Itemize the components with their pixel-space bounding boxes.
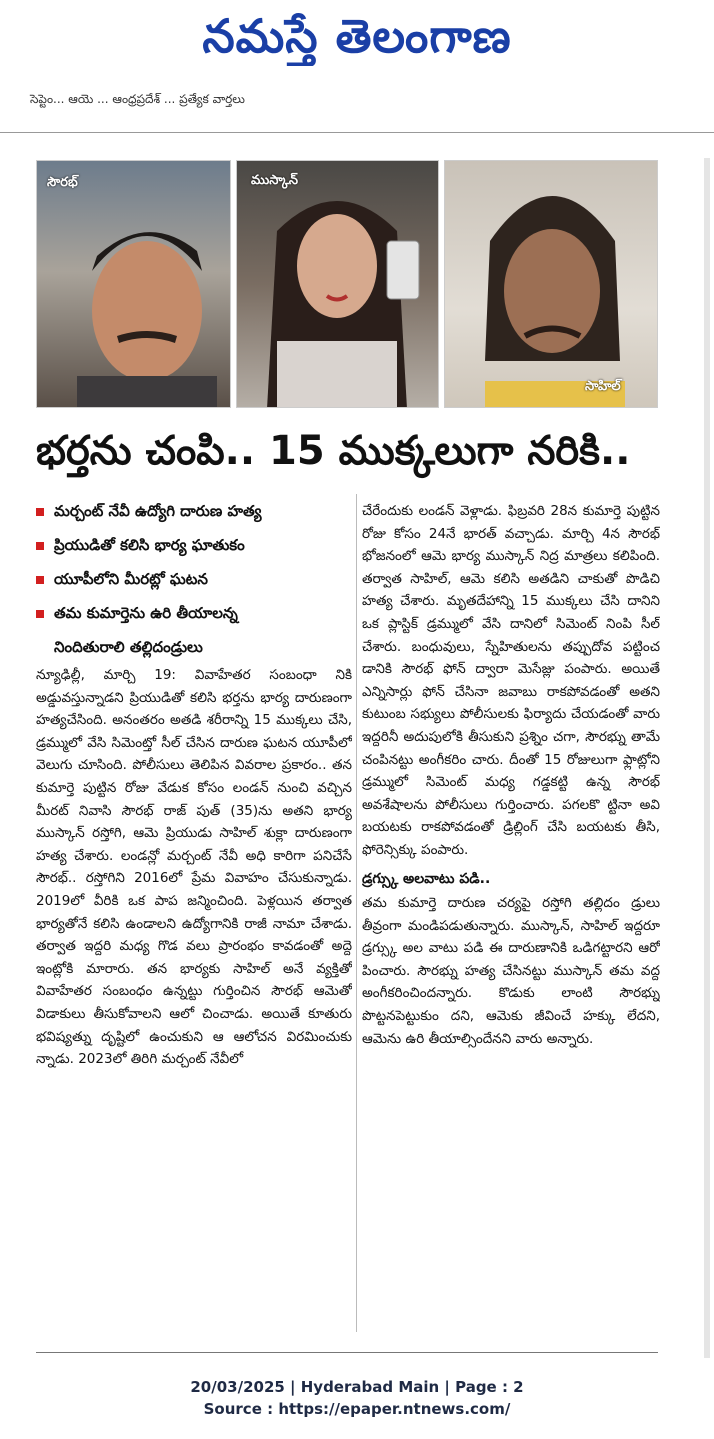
portrait-man-image [37, 161, 231, 408]
bullet-square-icon [36, 576, 44, 584]
photo-muskan [236, 160, 439, 408]
bullet-item: ప్రియుడితో కలిసి భార్య ఘాతుకం [36, 528, 354, 562]
bullet-item: మర్చంట్ నేవీ ఉద్యోగి దారుణ హత్య [36, 494, 354, 528]
photo-label-muskan: ముస్కాన్ [251, 173, 298, 188]
bullet-square-icon [36, 508, 44, 516]
photo-label-saurabh: సౌరభ్ [47, 175, 78, 190]
footer-source-link[interactable]: Source : https://epaper.ntnews.com/ [203, 1400, 511, 1418]
article-body-right-2: తమ కుమార్తె దారుణ చర్యపై రస్తోగి తల్లిదం డ్రులు తీవ్రంగా మండిపడుతున్నారు. ముస్కాన్, సాహిల్ ఇద్దరూ డ్రగ్స్కు అల వాటు పడి ఈ దారుణానికి ఒడిగట్టారని ఆరో పించారు. సౌరభ్ను హత్య చేసినట్టు ముస్కాన్ తమ వద్ద అంగీకరించిందన్నారు. కొడుకు లాంటి సౌరభ్ను పొట్టనపెట్టుకుం దని, ఆమెకు జీవించే హక్కు లేదని, ఆమెను ఉరి తీయాల్సిందేనని వారు అన్నారు. [362, 895, 660, 1047]
article-subhead: డ్రగ్స్కు అలవాటు పడి.. [362, 870, 491, 887]
bullet-item-continuation: నిందితురాలి తల్లిదండ్రులు [54, 638, 203, 656]
page-edge-bar [704, 158, 710, 1358]
article-body-right: చేరేందుకు లండన్ వెళ్లాడు. ఫిబ్రవరి 28న కుమార్తె పుట్టిన రోజు కోసం 24నే భారత్ వచ్చాడు. మార్చి 4న సౌరభ్ భోజనంలో ఆమె భార్య ముస్కాన్ నిద్ర మాత్రలు కలిపింది. తర్వాత సాహిల్, ఆమె కలిసి అతడిని చాకుతో పొడిచి హత్య చేశారు. మృతదేహాన్ని 15 ముక్కలు చేసి దానిని ఒక ప్లాస్టిక్ డ్రమ్ములో వేసి దానిలో సిమెంట్ నింపి సీల్ చేశారు. బంధువులు, స్నేహితులను తప్పుదోవ పట్టించ డానికి సౌరభ్ ఫోన్ ద్వారా మెసేజ్లు పంపారు. అయితే ఎన్నిసార్లు ఫోన్ చేసినా జవాబు రాకపోవడంతో అతని కుటుంబ సభ్యులు పోలీసులకు ఫిర్యాదు చేయడంతో వారు ఇద్దరినీ అదుపులోకి తీసుకుని ప్రశ్నిం చగా, సౌరభ్ను తామే చంపినట్టు అంగీకరిం చారు. దీంతో 15 రోజులుగా ఫ్లాట్లోని డ్రమ్ములో సిమెంట్ మధ్య గడ్డకట్టి ఉన్న సౌరభ్ అవశేషాలను పోలీసులు గుర్తించారు. పగలకొ ట్టినా అవి బయటకు రాకపోవడంతో డ్రిల్లింగ్ చేసి బయటకు తీసి, ఫోరెన్సిక్కు పంపారు. [362, 503, 660, 858]
photo-label-sahil: సాహిల్ [585, 379, 621, 394]
article-column-right [362, 500, 660, 1330]
bullet-square-icon [36, 542, 44, 550]
article-body-left: న్యూఢిల్లీ, మార్చి 19: వివాహేతర సంబంధా నికి అడ్డువస్తున్నాడని ప్రియుడితో కలిసి భర్తను భార్య దారుణంగా హత్యచేసింది. అనంతరం అతడి శరీరాన్ని 15 ముక్కలు చేసి, డ్రమ్ములో వేసి సిమెంట్తో సీల్ చేసిన దారుణ ఘటన యూపీలో వెలుగు చూసింది. పోలీసులు తెలిపిన వివరాల ప్రకారం.. తన కుమార్తె పుట్టిన రోజు వేడుక కోసం లండన్ నుంచి వచ్చిన మీరట్ నివాసి సౌరభ్ రాజ్ పుత్ (35)ను అతని భార్య ముస్కాన్ రస్తోగి, ఆమె ప్రియుడు సాహిల్ శుక్లా దారుణంగా హత్య చేశారు. లండన్లో మర్చంట్ నేవీ అధి కారిగా పనిచేసే సౌరభ్.. రస్తోగిని 2016లో ప్రేమ వివాహం చేసుకున్నాడు. 2019లో వీరికి ఒక పాప జన్మించింది. పెళ్లయిన తర్వాత భార్యతోనే కలిసి ఉండాలని ఉద్యోగానికి రాజీ నామా చేశాడు. తర్వాత ఇద్దరి మధ్య గొడ వలు ప్రారంభం కావడంతో అద్దె ఇంట్లోకి మారారు. తన భార్యకు సాహిల్ అనే వ్యక్తితో వివాహేతర సంబంధం ఉన్నట్టు గుర్తించిన సౌరభ్ ఆమెతో విడాకులు తీసుకోవాలని ఆలో చించాడు. అయితే కూతురు భవిష్యత్ను దృష్టిలో ఉంచుకుని ఆ ఆలోచన విరమించుకు న్నాడు. 2023లో తిరిగి మర్చంట్ నేవీలో [36, 667, 352, 1068]
bullet-item: తమ కుమార్తెను ఉరి తీయాలన్న [36, 596, 354, 630]
portrait-man-image [445, 161, 658, 408]
photo-sahil [444, 160, 658, 408]
newspaper-title: నమస్తే తెలంగాణ [202, 9, 512, 63]
article-column-left [36, 664, 352, 1334]
column-divider [356, 494, 357, 1332]
ticker-strip: సెప్టెం... ఆయె ... ఆంధ్రప్రదేశ్ ... ప్రత్యేక వార్తలు [30, 92, 245, 106]
portrait-woman-image [237, 161, 439, 408]
footer-edition-info: 20/03/2025 | Hyderabad Main | Page : 2 [190, 1378, 524, 1396]
bullet-item: యూపీలోని మీరట్లో ఘటన [36, 562, 354, 596]
bullet-list [36, 494, 354, 664]
headline: భర్తను చంపి.. 15 ముక్కలుగా నరికి.. [36, 428, 631, 474]
bullet-square-icon [36, 610, 44, 618]
masthead [0, 0, 714, 80]
footer-divider [36, 1352, 658, 1353]
photo-saurabh [36, 160, 231, 408]
masthead-divider [0, 132, 714, 133]
footer [0, 1376, 714, 1420]
